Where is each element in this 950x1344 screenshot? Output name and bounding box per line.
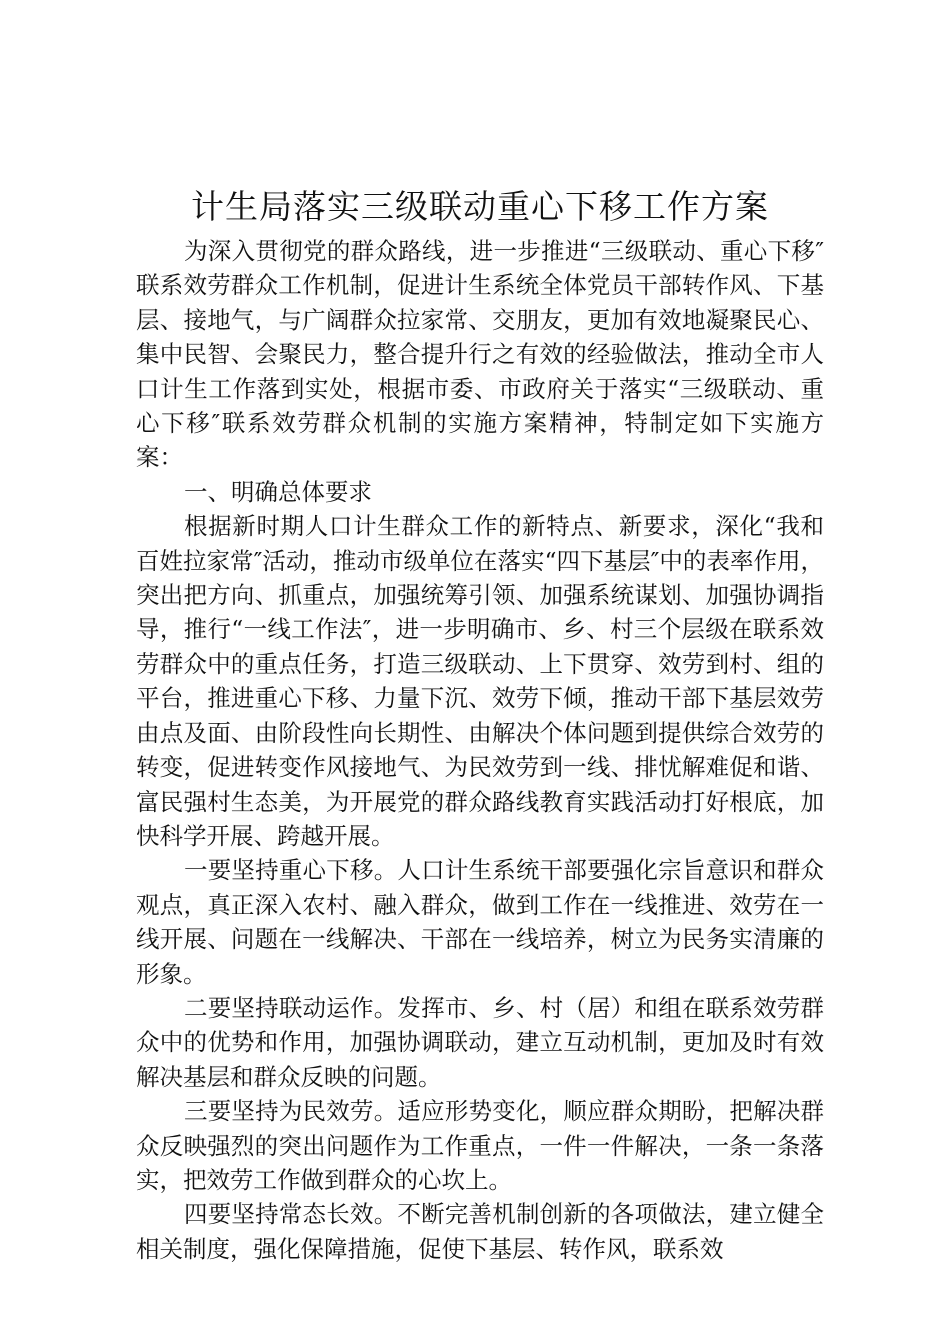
paragraph-intro: 为深入贯彻党的群众路线，进一步推进“三级联动、重心下移″联系效劳群众工作机制，促进计生系统全体党员干部转作风、下基层、接地气，与广阔群众拉家常、交朋友，更加有效地凝聚民心、集中民智、会聚民力，整合提升行之有效的经验做法，推动全市人口计生工作落到实处，根据市委、市政府关于落实“三级联动、重心下移″联系效劳群众机制的实施方案精神，特制定如下实施方案： <box>136 237 824 472</box>
paragraph-point-1: 一要坚持重心下移。人口计生系统干部要强化宗旨意识和群众观点，真正深入农村、融入群众，做到工作在一线推进、效劳在一线开展、问题在一线解决、干部在一线培养，树立为民务实清廉的形象。 <box>136 856 824 988</box>
paragraph-general-requirements: 根据新时期人口计生群众工作的新特点、新要求，深化“我和百姓拉家常″活动，推动市级单位在落实“四下基层″中的表率作用，突出把方向、抓重点，加强统筹引领、加强系统谋划、加强协调指导，推行“一线工作法″，进一步明确市、乡、村三个层级在联系效劳群众中的重点任务，打造三级联动、上下贯穿、效劳到村、组的平台，推进重心下移、力量下沉、效劳下倾，推动干部下基层效劳由点及面、由阶段性向长期性、由解决个体问题到提供综合效劳的转变，促进转变作风接地气、为民效劳到一线、排忧解难促和谐、富民强村生态美，为开展党的群众路线教育实践活动打好根底，加快科学开展、跨越开展。 <box>136 512 824 850</box>
paragraph-point-3: 三要坚持为民效劳。适应形势变化，顺应群众期盼，把解决群众反映强烈的突出问题作为工作重点，一件一件解决，一条一条落实，把效劳工作做到群众的心坎上。 <box>136 1097 824 1194</box>
document-title: 计生局落实三级联动重心下移工作方案 <box>191 187 769 226</box>
document-page <box>136 182 824 1266</box>
section-heading-1: 一、明确总体要求 <box>184 477 372 506</box>
paragraph-point-2: 二要坚持联动运作。发挥市、乡、村（居）和组在联系效劳群众中的优势和作用，加强协调联动，建立互动机制，更加及时有效解决基层和群众反映的问题。 <box>136 993 824 1091</box>
paragraph-point-4: 四要坚持常态长效。不断完善机制创新的各项做法，建立健全相关制度，强化保障措施，促使下基层、转作风，联系效 <box>136 1200 824 1263</box>
